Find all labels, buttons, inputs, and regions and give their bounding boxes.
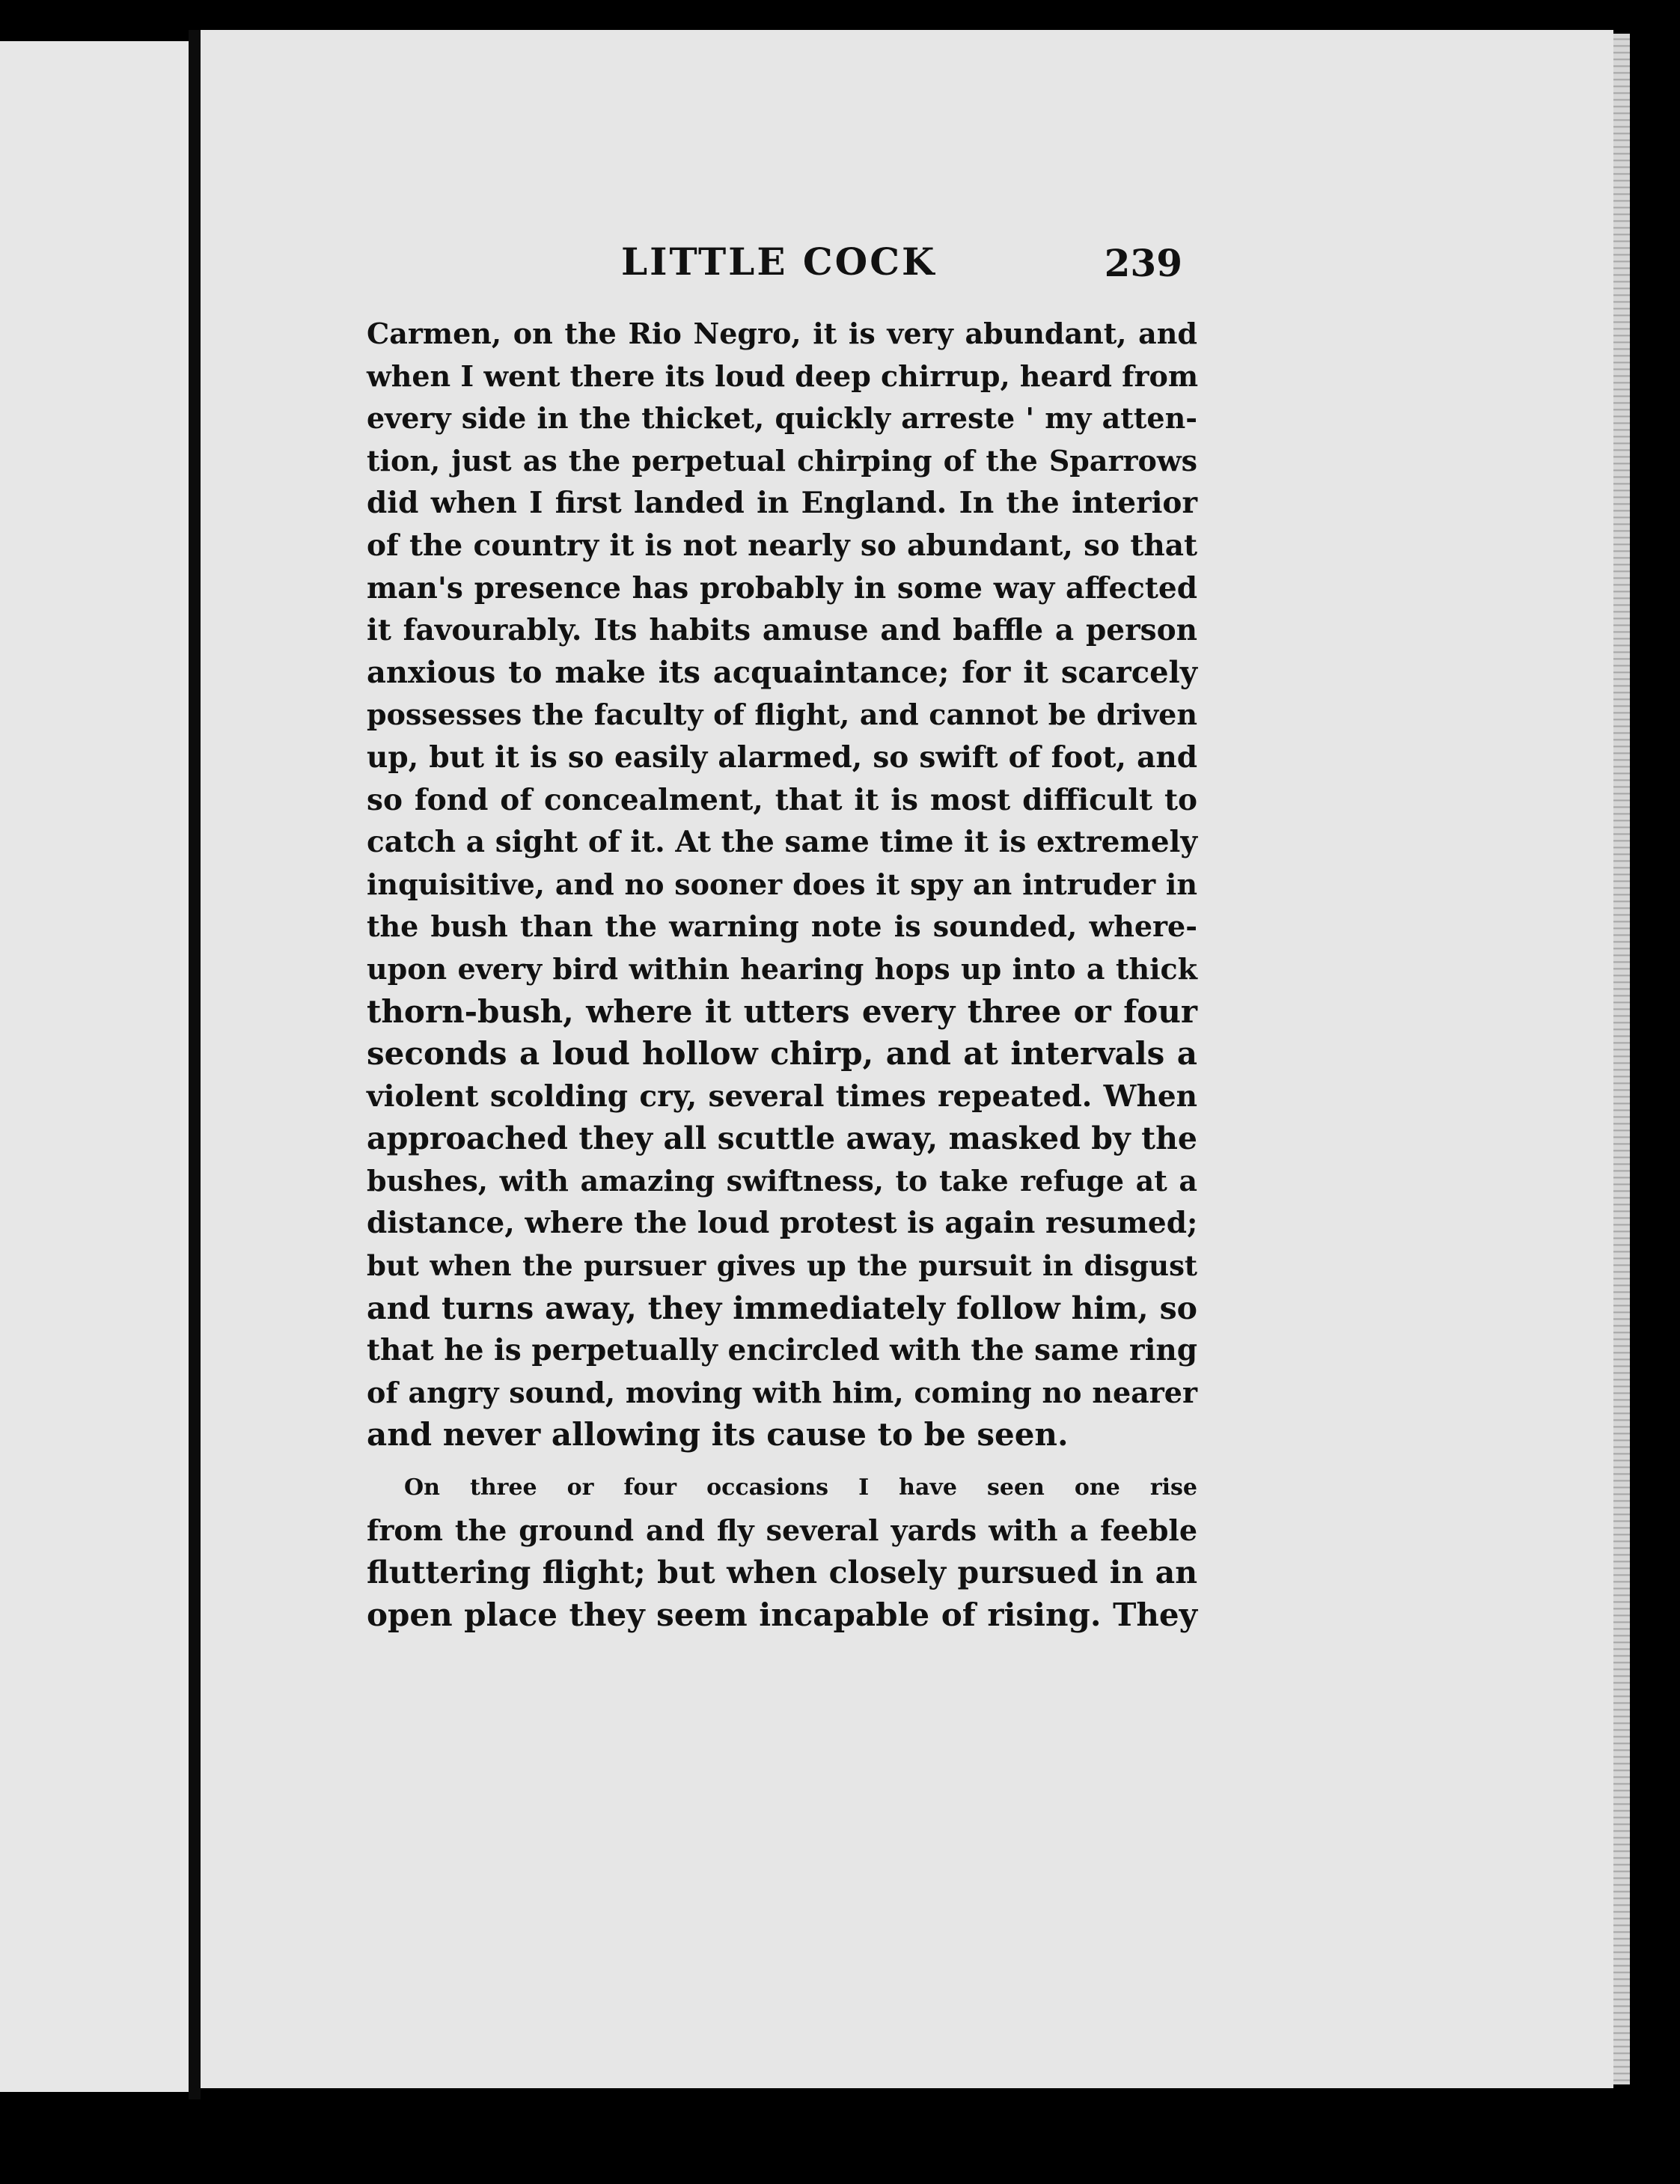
text-line: it favourably. Its habits amuse and baffle a person (367, 613, 1197, 648)
text-line: anxious to make its acquaintance; for it scarcely (367, 654, 1197, 690)
text-line: approached they all scuttle away, masked by the (367, 1120, 1197, 1157)
text-line: On three or four occasions I have seen one rise (404, 1474, 1197, 1501)
paragraph-1 (367, 313, 1197, 1456)
paragraph-2 (367, 1467, 1197, 1636)
page-stack-edge (1613, 34, 1630, 2084)
text-line: and turns away, they immediately follow him, so (367, 1290, 1197, 1326)
text-line: but when the pursuer gives up the pursuit in disgust (367, 1249, 1197, 1283)
text-line: seconds a loud hollow chirp, and at intervals a (367, 1035, 1197, 1073)
text-line: fluttering flight; but when closely pursued in an (367, 1555, 1197, 1591)
text-line: Carmen, on the Rio Negro, it is very abundant, and (367, 317, 1197, 350)
text-line: open place they seem incapable of rising. They (367, 1596, 1197, 1633)
left-page-edge (0, 41, 189, 2092)
text-line: of the country it is not nearly so abundant, so that (367, 528, 1197, 563)
text-line: upon every bird within hearing hops up into a thick (367, 951, 1197, 986)
text-line: up, but it is so easily alarmed, so swift of foot, and (367, 739, 1197, 775)
text-line: every side in the thicket, quickly arreste ' my atten- (367, 401, 1197, 436)
text-line: catch a sight of it. At the same time it is extremely (367, 825, 1197, 860)
text-line: distance, where the loud protest is again resumed; (367, 1206, 1198, 1241)
text-line: tion, just as the perpetual chirping of the Sparrows (367, 443, 1197, 478)
page-number: 239 (1104, 241, 1182, 285)
text-line: thorn-bush, where it utters every three or four (367, 992, 1197, 1030)
text-line: and never allowing its cause to be seen. (367, 1416, 1069, 1454)
body-text (367, 313, 1197, 1636)
text-line: possesses the faculty of flight, and cannot be driven (367, 698, 1197, 732)
book-gutter (189, 30, 201, 2099)
page-header (367, 240, 1182, 299)
text-line: did when I first landed in England. In the interior (367, 486, 1197, 521)
text-line: of angry sound, moving with him, coming no nearer (367, 1375, 1197, 1409)
text-line: violent scolding cry, several times repeated. When (367, 1079, 1197, 1114)
text-line: when I went there its loud deep chirrup, heard from (367, 359, 1199, 393)
text-line: inquisitive, and no sooner does it spy an intruder in (367, 867, 1197, 901)
text-line: from the ground and fly several yards with a feeble (367, 1513, 1197, 1547)
running-title: LITTLE COCK (621, 240, 937, 284)
text-line: so fond of concealment, that it is most difficult to (367, 782, 1197, 817)
text-line: the bush than the warning note is sounded, where- (367, 909, 1197, 944)
text-line: man's presence has probably in some way affected (367, 570, 1197, 606)
text-line: that he is perpetually encircled with the same ring (367, 1333, 1198, 1368)
text-line: bushes, with amazing swiftness, to take refuge at a (367, 1163, 1197, 1198)
